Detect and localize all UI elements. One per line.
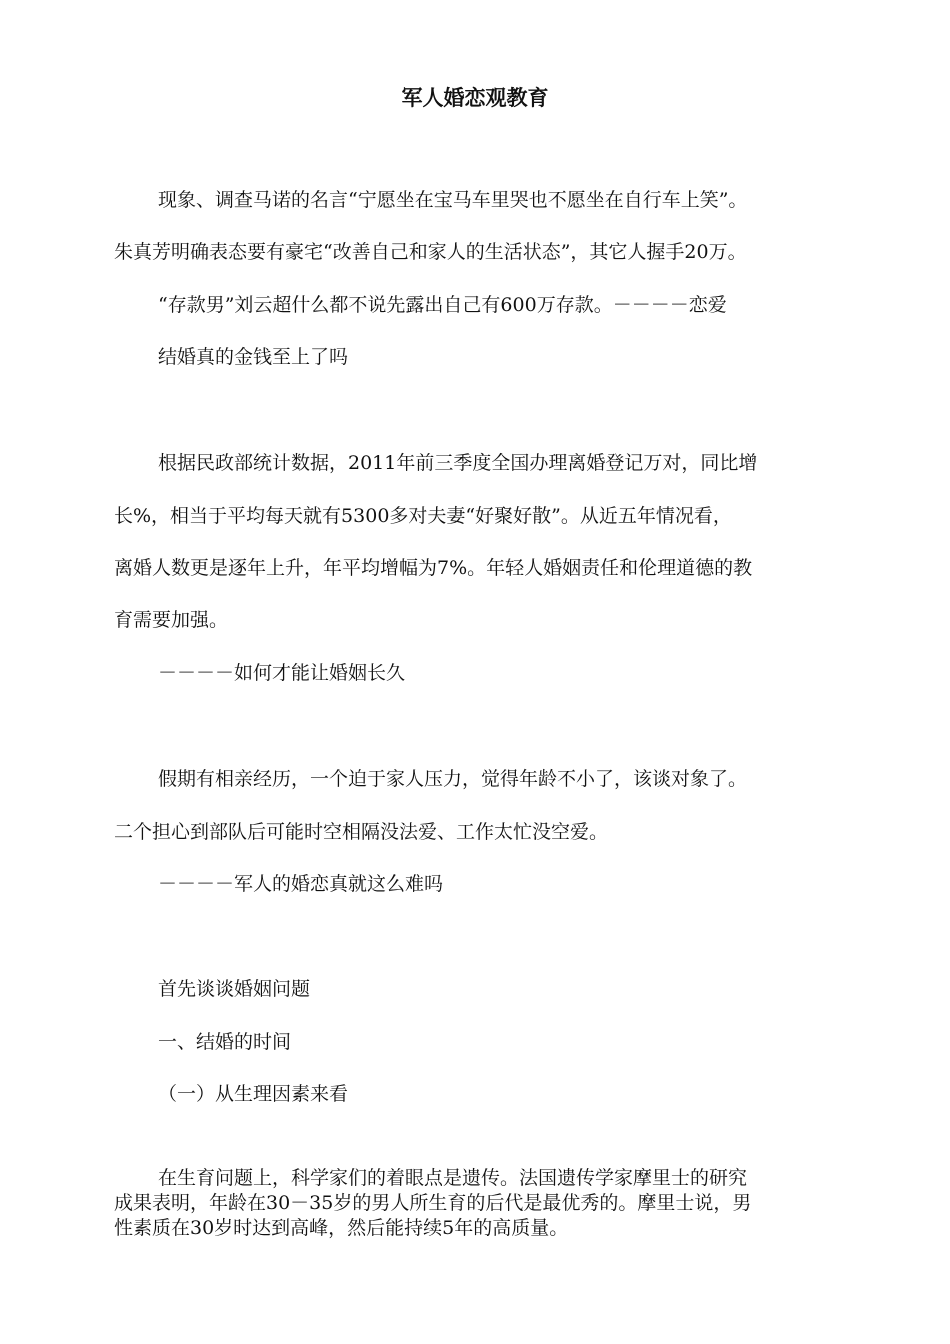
paragraph-line: 在生育问题上，科学家们的着眼点是遗传。法国遗传学家摩里士的研究 — [158, 1167, 748, 1189]
paragraph-line: “存款男”刘云超什么都不说先露出自己有600万存款。－－－－恋爱 — [158, 294, 727, 316]
paragraph-line: 性素质在30岁时达到高峰，然后能持续5年的高质量。 — [114, 1217, 569, 1239]
paragraph-line: 现象、调查马诺的名言“宁愿坐在宝马车里哭也不愿坐在自行车上笑”。 — [158, 189, 748, 211]
paragraph-line: 长%，相当于平均每天就有5300多对夫妻“好聚好散”。从近五年情况看， — [114, 505, 732, 527]
paragraph-line: 二个担心到部队后可能时空相隔没法爱、工作太忙没空爱。 — [114, 821, 609, 843]
paragraph-line: －－－－如何才能让婚姻长久 — [158, 662, 406, 684]
section-heading: 首先谈谈婚姻问题 — [158, 978, 311, 1000]
paragraph-line: 离婚人数更是逐年上升，年平均增幅为7%。年轻人婚姻责任和伦理道德的教 — [114, 557, 753, 579]
paragraph-line: －－－－军人的婚恋真就这么难吗 — [158, 873, 444, 895]
paragraph-line: 假期有相亲经历，一个迫于家人压力，觉得年龄不小了，该谈对象了。 — [158, 768, 748, 790]
paragraph-line: 育需要加强。 — [114, 609, 229, 631]
paragraph-line: 根据民政部统计数据，2011年前三季度全国办理离婚登记万对，同比增 — [158, 452, 758, 474]
page-title: 军人婚恋观教育 — [401, 86, 549, 110]
section-heading: （一）从生理因素来看 — [158, 1083, 349, 1105]
section-heading: 一、结婚的时间 — [158, 1031, 292, 1053]
paragraph-line: 成果表明，年龄在30－35岁的男人所生育的后代是最优秀的。摩里士说，男 — [114, 1192, 752, 1214]
paragraph-line: 结婚真的金钱至上了吗 — [158, 346, 349, 368]
paragraph-line: 朱真芳明确表态要有豪宅“改善自己和家人的生活状态”，其它人握手20万。 — [114, 241, 747, 263]
